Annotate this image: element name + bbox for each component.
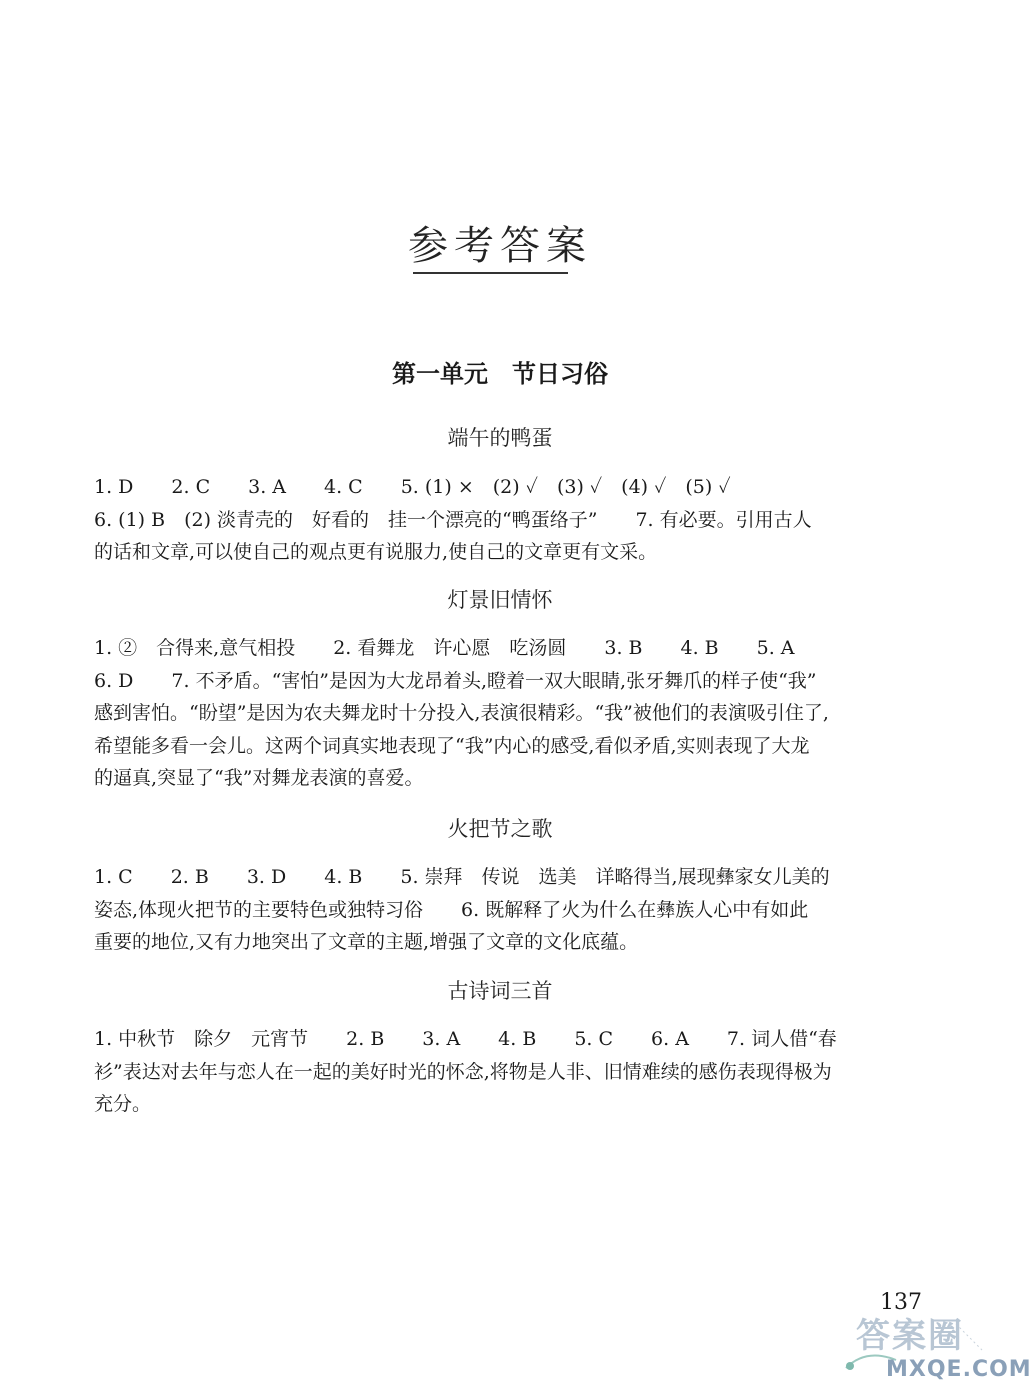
answer-line: 希望能多看一会儿。这两个词真实地表现了“我”内心的感受,看似矛盾,实则表现了大龙	[94, 734, 810, 757]
title-underline	[413, 272, 568, 274]
section-answers	[94, 861, 894, 959]
answer-line: 的话和文章,可以使自己的观点更有说服力,使自己的文章更有文采。	[94, 541, 658, 563]
section-answers	[94, 632, 894, 795]
section-title: 古诗词三首	[447, 979, 553, 1003]
section-title: 端午的鸭蛋	[447, 426, 553, 450]
section-answers	[94, 1023, 894, 1121]
page-title: 参考答案	[408, 223, 592, 269]
watermark-cn: 答案圈	[856, 1316, 964, 1356]
answer-line: 1. D 2. C 3. A 4. C 5. (1) × (2) ✓ (3) ✓ (4) ✓ (5) ✓	[94, 476, 731, 498]
answer-line: 的逼真,突显了“我”对舞龙表演的喜爱。	[94, 767, 424, 789]
answer-line: 姿态,体现火把节的主要特色或独特习俗 6. 既解释了火为什么在彝族人心中有如此	[94, 898, 809, 921]
answer-line: 感到害怕。“盼望”是因为农夫舞龙时十分投入,表演很精彩。“我”被他们的表演吸引住了,	[94, 702, 829, 724]
answer-line: 6. (1) B (2) 淡青壳的 好看的 挂一个漂亮的“鸭蛋络子” 7. 有必要。引用古人	[94, 508, 812, 531]
section-title: 灯景旧情怀	[447, 588, 553, 612]
answer-line: 1. C 2. B 3. D 4. B 5. 崇拜 传说 选美 详略得当,展现彝家女儿美的	[94, 866, 830, 888]
answer-line: 重要的地位,又有力地突出了文章的主题,增强了文章的文化底蕴。	[94, 931, 639, 953]
answer-line: 1. ② 合得来,意气相投 2. 看舞龙 许心愿 吃汤圆 3. B 4. B 5. A	[94, 637, 795, 659]
unit-title: 第一单元 节日习俗	[392, 359, 608, 388]
watermark-url: MXQE.COM	[886, 1357, 1032, 1382]
answer-line: 1. 中秋节 除夕 元宵节 2. B 3. A 4. B 5. C 6. A 7. 词人借“春	[94, 1028, 837, 1050]
section-answers	[94, 471, 894, 569]
answer-line: 充分。	[94, 1093, 152, 1115]
page-number: 137	[880, 1290, 922, 1315]
answer-line: 6. D 7. 不矛盾。“害怕”是因为大龙昂着头,瞪着一双大眼睛,张牙舞爪的样子使“我”	[94, 669, 817, 692]
answer-line: 衫”表达对去年与恋人在一起的美好时光的怀念,将物是人非、旧情难续的感伤表现得极为	[94, 1060, 832, 1083]
section-title: 火把节之歌	[447, 817, 553, 841]
